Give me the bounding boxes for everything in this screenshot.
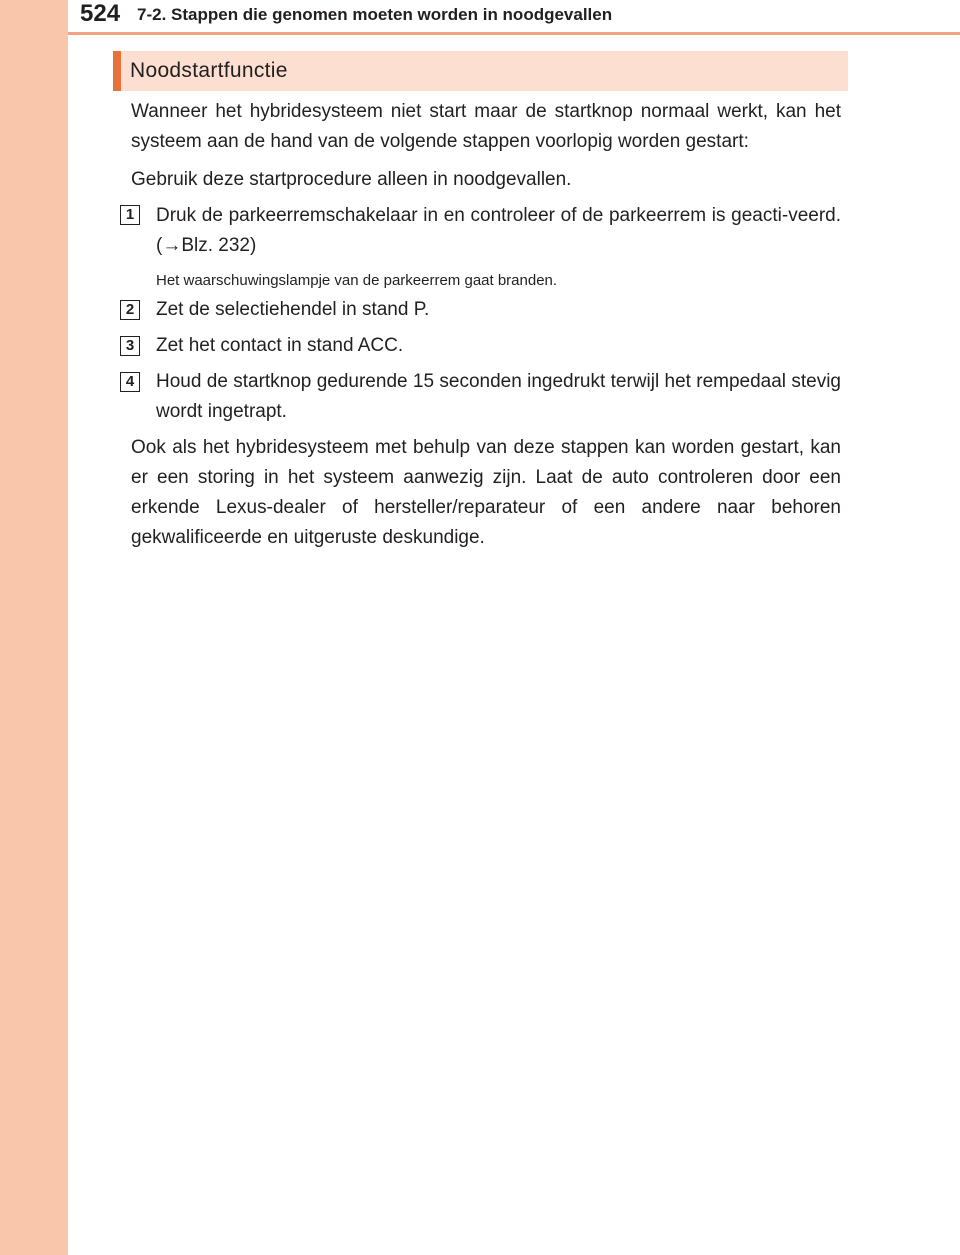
header-rule (68, 32, 960, 35)
step-number-badge: 4 (120, 372, 140, 392)
step-number-badge: 3 (120, 336, 140, 356)
step-text: Druk de parkeerremschakelaar in en controleer of de parkeerrem is geacti-veerd. (→Blz. 232) (156, 205, 841, 256)
chapter-title: 7-2. Stappen die genomen moeten worden in noodgevallen (137, 5, 613, 24)
side-strip (0, 0, 68, 1255)
intro-paragraph: Wanneer het hybridesysteem niet start maar de startknop normaal werkt, kan het systeem aan de hand van de volgende stappen voorlopig worden gestart: (131, 101, 841, 152)
step-text: Zet de selectiehendel in stand P. (156, 299, 430, 320)
emergency-only-note: Gebruik deze startprocedure alleen in noodgevallen. (131, 169, 572, 190)
step-text: Houd de startknop gedurende 15 seconden ingedrukt terwijl het rempedaal stevig wordt ingetrapt. (156, 371, 841, 422)
page-number: 524 (80, 0, 121, 27)
step-number-badge: 1 (120, 205, 140, 225)
step-note: Het waarschuwingslampje van de parkeerrem gaat branden. (156, 272, 558, 289)
step-text: Zet het contact in stand ACC. (156, 335, 404, 356)
section-heading-text: Noodstartfunctie (130, 59, 288, 82)
step-number-badge: 2 (120, 300, 140, 320)
closing-paragraph: Ook als het hybridesysteem met behulp van deze stappen kan worden gestart, kan er een storing in het systeem aanwezig zijn. Laat de auto controleren door een erkende Lexus-dealer of hersteller/reparateur of een andere naar behoren gekwalificeerde en uitgeruste deskundige. (131, 437, 841, 548)
section-heading (113, 51, 848, 91)
